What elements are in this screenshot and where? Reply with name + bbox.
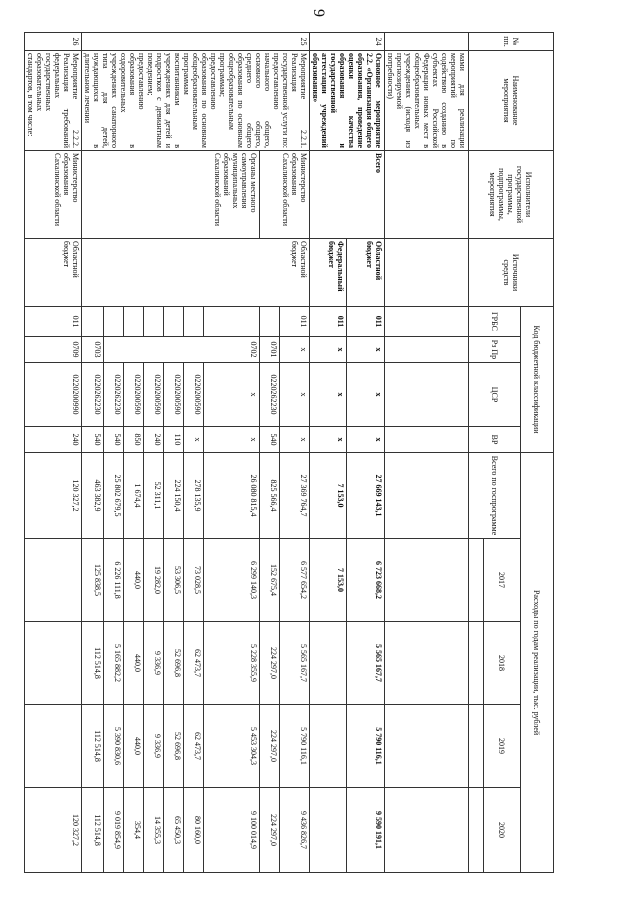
header-rzpr: Рз Пр [469,337,521,363]
table-row [25,33,82,873]
total: 27 369 764,7 [280,453,310,539]
value-2017: 6 577 654,2 [280,539,310,622]
value-2018: 5 565 167,7 [347,622,385,705]
value-2018: 9 336,9 [144,622,164,705]
total: 1 674,4 [124,453,144,539]
budget-table [24,32,554,873]
vr: х [310,427,348,453]
header-expenses: Расходы по годам реализации, тыс. рублей [521,453,554,873]
vr: 240 [25,427,82,453]
total: 26 080 815,4 [204,453,260,539]
value-2017: 6 723 668,2 [347,539,385,622]
rotated-table-wrapper [26,32,554,872]
csr: 0220200590 [124,363,144,427]
page-number: 9 [310,9,327,17]
header-row [521,33,554,873]
rzpr: 0701 [260,337,280,363]
header-total: Всего по госпрограмме [469,453,521,539]
vr: 540 [82,427,104,453]
value-2018: 5 565 167,7 [280,622,310,705]
csr: х [310,363,348,427]
header-2019: 2019 [484,705,521,788]
value-2019: 62 473,7 [184,705,204,788]
value-2019: 112 514,8 [82,705,104,788]
vr: 240 [144,427,164,453]
value-2017: 53 306,5 [164,539,184,622]
value-2020: 9 590 191,1 [347,788,385,873]
header-2020: 2020 [484,788,521,873]
vr: 540 [260,427,280,453]
header-budget-code: Код бюджетной классификации [521,307,554,453]
document-page [26,32,554,872]
csr: х [204,363,260,427]
csr: 0220262230 [82,363,104,427]
total: 278 135,9 [184,453,204,539]
rzpr: 0702 [104,337,260,363]
rzpr: 0703 [82,337,104,363]
row-number: 24 [310,33,385,51]
grbs: 011 [25,307,82,337]
value-2017: 152 675,4 [260,539,280,622]
value-2017: 125 838,5 [82,539,104,622]
table-row [204,33,260,873]
value-2019: 52 696,8 [164,705,184,788]
value-2017: 6 226 111,8 [104,539,124,622]
event-name: Мероприятие 2.2.2. Реализация требований федеральных государственных образовательных стандартов, в том числе: [25,51,82,151]
csr: х [347,363,385,427]
total: 7 153,0 [310,453,348,539]
value-2018: 112 514,8 [82,622,104,705]
csr: 0220200590 [144,363,164,427]
vr: 850 [124,427,144,453]
executor: Всего [310,151,385,239]
rzpr: х [347,337,385,363]
total: 825 566,4 [260,453,280,539]
total: 52 311,1 [144,453,164,539]
source: Федеральный бюджет [310,239,348,307]
source: Областной бюджет [347,239,385,307]
rzpr: х [280,337,310,363]
value-2017: 440,0 [124,539,144,622]
value-2020: 9 436 826,7 [280,788,310,873]
value-2020: 120 327,2 [25,788,82,873]
table-row [280,33,310,873]
row-number: 25 [82,33,310,51]
continued-text: мами для реализации мероприятий по содействию созданию в субъектах Российской Федерации новых мест в общеобразовательных учреждениях (исходя из прогнозируемой потребности) [385,51,469,151]
header-vr: ВР [469,427,521,453]
value-2019: 5 790 116,1 [280,705,310,788]
value-2017: 7 153,0 [310,539,348,622]
vr: х [204,427,260,453]
table-row [385,33,469,873]
csr: 0220262230 [104,363,124,427]
value-2020: 14 355,3 [144,788,164,873]
grbs: 011 [280,307,310,337]
value-2020: 354,4 [124,788,144,873]
total: 224 150,4 [164,453,184,539]
header-2018: 2018 [484,622,521,705]
value-2018: 5 165 882,2 [104,622,124,705]
grbs: 011 [310,307,348,337]
header-2017: 2017 [484,539,521,622]
row-number: 26 [25,33,82,51]
source: Областной бюджет [82,239,310,307]
csr: х [280,363,310,427]
vr: 540 [104,427,124,453]
value-2018: 440,0 [124,622,144,705]
header-no: № пп. [469,33,554,51]
total: 27 669 143,1 [347,453,385,539]
header-csr: ЦСР [469,363,521,427]
value-2020: 65 450,3 [164,788,184,873]
header-source: Источники средств [469,239,554,307]
executor: Министерство образования Сахалинской области [25,151,82,239]
csr: 0220200590 [164,363,184,427]
csr: 0220200990 [25,363,82,427]
header-grbs: ГРБС [469,307,521,337]
value-2020: 9 019 854,9 [104,788,124,873]
vr: 110 [164,427,184,453]
value-2019: 5 790 116,1 [347,705,385,788]
value-2019: 5 390 830,6 [104,705,124,788]
header-executors: Исполнители государственной программы, подпрограммы, мероприятия [469,151,554,239]
value-2019: 440,0 [124,705,144,788]
value-2018: 224 297,0 [260,622,280,705]
csr: 0220262230 [260,363,280,427]
total: 25 802 679,5 [104,453,124,539]
value-2019: 9 336,9 [144,705,164,788]
vr: х [347,427,385,453]
value-2020: 224 297,0 [260,788,280,873]
table-row [347,33,385,873]
value-2018: 62 473,7 [184,622,204,705]
grbs: 011 [347,307,385,337]
rzpr: 0709 [25,337,82,363]
rzpr: х [310,337,348,363]
vr: х [184,427,204,453]
value-2020: 112 514,8 [82,788,104,873]
vr: х [280,427,310,453]
executor: Министерство образования Сахалинской области [260,151,310,239]
header-event-name: Наименование мероприятия [469,51,554,151]
source: Областной бюджет [25,239,82,307]
value-2019: 224 297,0 [260,705,280,788]
value-2017: 73 028,5 [184,539,204,622]
total: 120 327,2 [25,453,82,539]
event-name: Мероприятие 2.2.1. Реализация государственной услуги по: предоставлению начального общего, основного общего, среднего общего образования по основным общеобразовательным программам; предоставлению образования по основным общеобразовательным программам воспитанникам в учреждениях для детей и подростков с девиантным поведением; предоставлению образования в оздоровительных учреждениях санаторного типа для детей, нуждающихся в длительном лечении [82,51,310,151]
value-2020: 9 100 014,9 [204,788,260,873]
total: 463 382,9 [82,453,104,539]
value-2020: 80 160,0 [184,788,204,873]
event-name: Основное мероприятие 2.2. «Организация общего образования, проведение оценки качества образования и государственной аттестации учреждений образования» [310,51,385,151]
value-2017: 6 299 140,3 [204,539,260,622]
value-2017: 19 282,0 [144,539,164,622]
executor: Органы местного самоуправления муниципальных образований Сахалинской области [82,151,260,239]
value-2018: 5 228 355,9 [204,622,260,705]
value-2018: 52 696,8 [164,622,184,705]
value-2019: 5 453 304,3 [204,705,260,788]
csr: 0220200590 [184,363,204,427]
